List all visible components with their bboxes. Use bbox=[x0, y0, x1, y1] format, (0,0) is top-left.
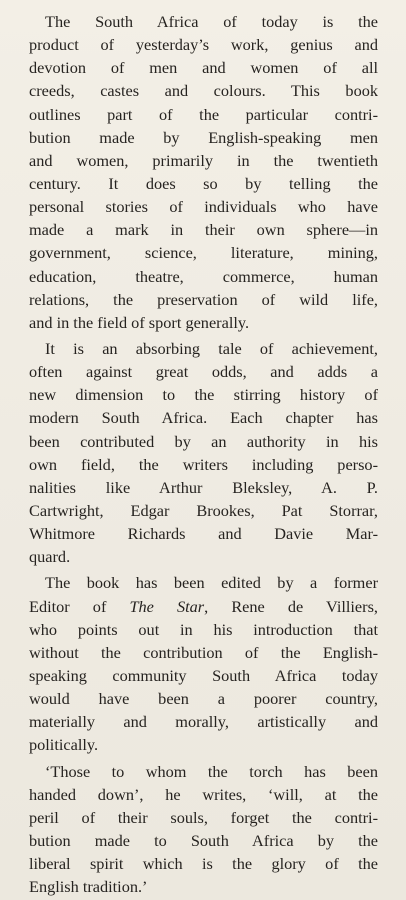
text-line: century. It does so by telling the bbox=[29, 173, 378, 193]
text-line: quard. bbox=[29, 547, 71, 567]
text-line: It is an absorbing tale of achievement, bbox=[45, 338, 378, 358]
text-line: would have been a poorer country, bbox=[29, 689, 378, 709]
text-line: politically. bbox=[29, 735, 99, 755]
text-line: peril of their souls, forget the contri- bbox=[29, 807, 378, 827]
text-line: bution made to South Africa by the bbox=[29, 830, 378, 850]
text-line: nalities like Arthur Bleksley, A. P. bbox=[29, 477, 378, 497]
text-line: speaking community South Africa today bbox=[29, 665, 378, 685]
text-line: ‘Those to whom the torch has been bbox=[45, 761, 378, 781]
publication-title: The Star bbox=[129, 596, 205, 616]
text-line bbox=[29, 595, 378, 618]
text-line: modern South Africa. Each chapter has bbox=[29, 408, 378, 428]
text-line: creeds, castes and colours. This book bbox=[29, 81, 378, 101]
text-line: been contributed by an authority in his bbox=[29, 431, 378, 451]
text-segment: Editor of bbox=[29, 596, 130, 616]
text-line: The book has been edited by a former bbox=[45, 573, 378, 593]
text-line: often against great odds, and adds a bbox=[29, 362, 378, 382]
text-line: without the contribution of the English- bbox=[29, 642, 378, 662]
text-line: education, theatre, commerce, human bbox=[29, 266, 378, 286]
text-line: materially and morally, artistically and bbox=[29, 712, 378, 732]
text-line: Cartwright, Edgar Brookes, Pat Storrar, bbox=[29, 500, 378, 520]
text-line: relations, the preservation of wild life, bbox=[29, 289, 378, 309]
text-segment: , Rene de Villiers, bbox=[204, 596, 378, 616]
text-line: and in the field of sport generally. bbox=[29, 312, 250, 332]
text-line: who points out in his introduction that bbox=[29, 619, 378, 639]
text-line: product of yesterday’s work, genius and bbox=[29, 35, 378, 55]
text-line: handed down’, he writes, ‘will, at the bbox=[29, 784, 378, 804]
text-line: own field, the writers including perso- bbox=[29, 454, 378, 474]
text-line: and women, primarily in the twentieth bbox=[29, 150, 378, 170]
text-line: liberal spirit which is the glory of the bbox=[29, 854, 378, 874]
text-line: Whitmore Richards and Davie Mar- bbox=[29, 524, 378, 544]
text-line: devotion of men and women of all bbox=[29, 58, 378, 78]
text-line: English tradition.’ bbox=[29, 877, 148, 897]
text-block bbox=[29, 10, 378, 898]
text-line: government, science, literature, mining, bbox=[29, 243, 378, 263]
text-line: made a mark in their own sphere—in bbox=[29, 220, 378, 240]
text-line: The South Africa of today is the bbox=[45, 12, 378, 31]
text-line: personal stories of individuals who have bbox=[29, 197, 378, 217]
text-line: new dimension to the stirring history of bbox=[29, 385, 378, 405]
text-line: outlines part of the particular contri- bbox=[29, 104, 378, 124]
text-line: bution made by English-speaking men bbox=[29, 127, 378, 147]
